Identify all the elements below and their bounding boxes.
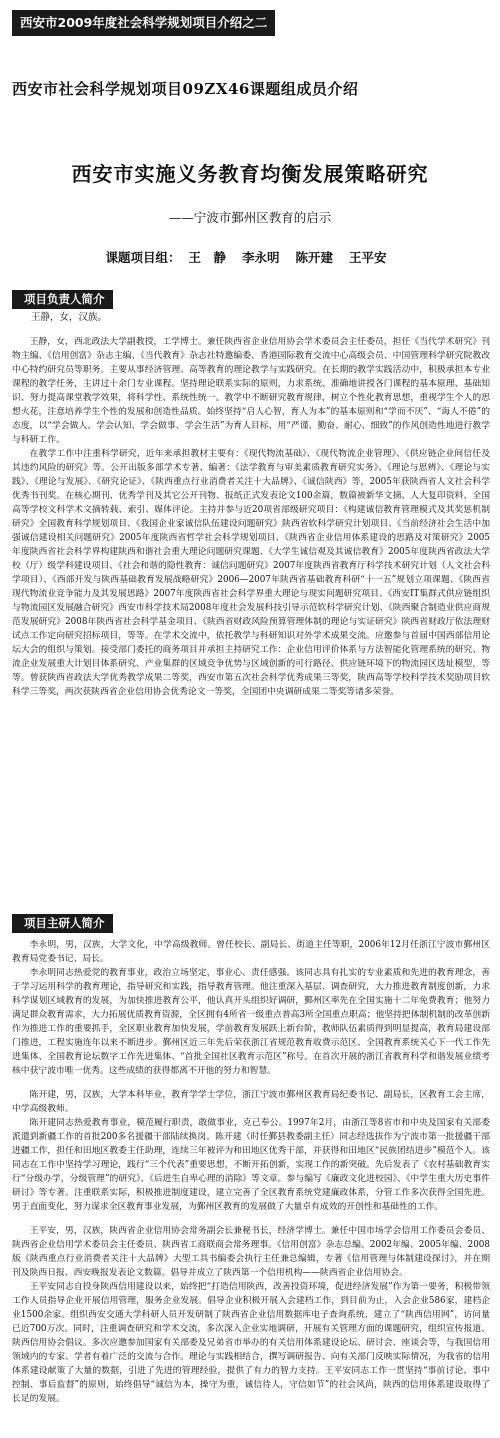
leader-paragraph-2: 在教学工作中注重科学研究，近年来承担教材主要有：《现代物流基础》、《现代物流企业管理》、《供应链企业间信任及其违约风险的研究》等。公开出版多部学术专著、编著：《法学教育与审美素质教育研究实务》、《理论与思辨》、《理论与实践》、《理论与发展》、《研究论证》、《陕西重点行业消费者关注十大品牌》、《诚信陕西》等，2005年获陕西省人文社会科学优秀书刊奖。在核心期刊、优秀学刊及其它公开刊物、报纸正式发表论文100余篇，数篇被新华文摘、人大复印资料、全国高等学校文科学术文摘转载、索引、媒体评论。主持并参与近20项省部级研究项目：《构建诚信教育管理模式及其奖惩机制研究》全国教育科学规划项目、《我国企业家诚信队伍建设问题研究》陕西省软科学研究计划项目、《当前经济社会生活中加强诚信建设相关问题研究》2005年度陕西省哲学社会科学规划项目、《陕西省企业信用体系建设的思路及对策研究》2005年度陕西省社会科学界构建陕西和谐社会重大理论问题研究课题、《大学生诚信观及其诚信教育》2005年度陕西省政法大学校（厅）级学科建设项目、《社会和谐的隐性教育：诚信问题研究》2007年度陕西省教育厅科学技术研究计划（人文社会科学项目）、《西部开发与陕西基础教育发展战略研究》2006—2007年陕西省基础教育科研“十一五”规划立项课题、《陕西省现代物流业竞争能力及其发展思路》2007年度陕西省社会科学界重大理论与现实问题研究项目、《西安IT集群式供应链组织与物流园区发展融合研究》西安市科学技术局2008年度社会发展科技引导示范软科学研究计划、《陕西聚合制造业供应商规范发展研究》2008年陕西省社会科学基金项目、《陕西省财政风险预算管理体制的理论与实证研究》陕西省财政厅依法理财试点工作定向研究招标项目，等等。在学术交流中，依托教学与科研知识对外学术成果交流。应邀参与首届中国西部信用论坛大会的组织与策划。接受部门委托的商务项目并承担主持研究工作：企业信用评价体系与方法智能化管理系统的研究、物流企业发展重大计划目体系研究、产业集群的区域竞争优势与区域创新的可行路径、供应链环境下的物流园区选址模型，等等。曾获陕西省政法大学优秀教学成果二等奖，西安市第五次社会科学优秀成果三等奖，陕西高等学校科学技术奖励项目软科学三等奖，两次获陕西省企业信用协会优秀论文一等奖，全国团中央调研成果二等奖等诸多荣誉。 <box>12 449 490 697</box>
article-title: 西安市实施义务教育均衡发展策略研究 <box>71 162 429 186</box>
wang-intro: 王平安，男，汉族，陕西省企业信用协会常务副会长兼秘书长，经济学博士。兼任中国市场学会信用工作委员会委员、陕西省企业信用学术委员会主任委员、陕西省工商联商会常务理事。《信用创富》杂志总编。2002年编、2005年编、2008版《陕西重点行业消费者关注十大品牌》大型工具书编委会执行主任兼总编辑，专著《信用管理与体制建设探讨》，并在期刊及陕西日报、西安晚报发表论文数篇。倡导并成立了陕西第一个信用机构——陕西省企业信用协会。 <box>12 1226 490 1278</box>
leader-section-header: 项目负责人简介 <box>12 290 113 309</box>
member-name: 陈开建 <box>295 250 334 265</box>
li-paragraph: 李永明同志热爱党的教育事业，政治立场坚定，事业心、责任感强。该同志具有扎实的专业素质和先进的教育理念，善于学习运用科学的教育理论，指导研究和实践，指导教育管理。他注重深入基层、调查研究，大力推进教育制度创新，力求科学谋划区域教育的发展，为加快推进教育公平，他认真开头组织好调研，鄞州区率先在全国实施十二年免费教育；他努力满足群众教育需求，大力拓展优质教育资源，全区拥有4所省一级重点普高3所全国重点职高；他坚持把体制机制的改革创新作为推进工作的重要抓手，全区职业教育加快发展，学前教育发展跃上新台阶，教师队伍素质得到明显提高，教育局建设部门推进，工程实施连年以来不断进步。鄞州区近三年先后荣获浙江省规范教育收费示范区、全国教育系统关心下一代工作先进集体、全国教育论坛数字工作先进集体、“首批全国社区教育示范区”称号。在首次开展的浙江省教育科学和谐发展业绩考核中获宁波市唯一优秀。这些成绩的获得都离不开他的努力和智慧。 <box>12 968 490 1076</box>
chen-paragraph: 陈开建同志热爱教育事业，模范履行职责，敢做事业，克己奉公。1997年2月，由浙江等8省市和中央及国家有关部委派遣到新疆工作的首批200多名援疆干部陆续换岗。陈开建（时任鄞县教委副主任）同志经选拔作为宁波市第一批援疆干部进疆工作，担任和田地区教委主任助理，连续三年被评为和田地区优秀干部，并获得和田地区“民族团结进步”模范个人。该同志在工作中坚持学习理论，践行“三个代表”重要思想，不断开拓创新，实现工作的新突破。先后发表了《农村基础教育实行“分级办学，分级管理”的研究》、《后进生自卑心理的消除》等文章。参与编写《廉政文化进校园》、《中学生重大历史事件研讨》等专著。注重联系实际，积极推进制度建设，建立完善了全区教育系统党建廉政体系，分管工作多次获得全国先进。男于直面变化，努力谋求全区教育事业发展，为鄞州区教育的发展做了大量卓有成效的开创性和基础性的工作。 <box>12 1118 490 1212</box>
series-banner: 西安市2009年度社会科学规划项目介绍之二 <box>12 10 275 36</box>
project-line: 西安市社会科学规划项目09ZX46课题组成员介绍 <box>12 80 359 98</box>
leader-paragraph-1: 王静，女，西北政法大学副教授，工学博士。兼任陕西省企业信用协会学术委员会主任委员，担任《当代学术研究》刊物主编、《信用创富》杂志主编、《当代教育》杂志社特邀编委、香港国际教育交流中心高级会员、中国管理科学研究院教改中心特约研究员等职务。主要从事经济管理、高等教育的理论教学与实践研究。在长期的教学实践活动中，积极承担本专业课程的教学任务，主讲过十余门专业课程。坚持理论联系实际的原则，力求系统、准确地讲授各门课程的基本原理、基础知识、努力提高课堂教学效果，将科学性、系统性统一。教学中不断研究教育规律，树立个性化教育思想，重视学生个人的思想火花，注意培养学生个性的发展和创造性品质。始终坚持“启人心智，育人为本”的基本原则和“学而不厌”、“诲人不倦”的态度，以“学会做人、学会认知、学会做事、学会生活”为育人目标，用“严谨、勤奋、耐心、细致”的作风创造性地进行教学与科研工作。 <box>12 337 490 445</box>
wang-paragraph: 王平安同志自投身陕西信用建设以来，始终把“打造信用陕西，改善投资环境，促进经济发展”作为第一要务，积极带领工作人员指导企业开展信用管理，服务企业发展。倡导企业积极开展入会建档工作，到目前为止，入会企业586家，建档企业1500余家。组织西安交通大学科研人员开发研制了陕西省企业信用数据库电子查询系统，建立了“陕西信用网”，访问量已近700万次。同时，注重调查研究和学术交流，多次深入企业实地调研，开展有关管理方面的课题研究，组织宣传报道、陕西信用协会倡议。多次应邀参加国家有关部委及兄弟省市举办的有关信用体系建设论坛、研讨会、座谈会等，与我国信用领域内的专家、学者有着广泛的交流与合作。理论与实践相结合，撰写调研报告、向有关部门反映实际情况，为我省的信用体系建设献策了大量的数据，引进了先进的管理经验，提供了有力的智力支持。王平安同志工作一贯坚持“事前讨论、事中控制、事后监督”的原则，始终倡导“诚信为本，操守为重，诚信待人，守信如节”的社会风尚，陕西的信用体系建设取得了长足的发展。 <box>12 1282 490 1404</box>
member-name: 王 静 <box>188 250 226 265</box>
li-intro: 李永明，男，汉族，大学文化，中学高级教师。曾任校长、副局长、街道主任等职，2006年12月任浙江宁波市鄞州区教育局党委书记、局长。 <box>12 940 490 964</box>
project-members <box>0 248 500 266</box>
member-name: 李永明 <box>241 250 280 265</box>
chen-intro: 陈开建，男，汉族，大学本科毕业，教育学学士学位，浙江宁波市鄞州区教育局纪委书记、副局长，区教育工会主席，中学高级教师。 <box>12 1090 490 1114</box>
article-subtitle: ——宁波市鄞州区教育的启示 <box>168 210 332 225</box>
leader-bio <box>12 311 490 907</box>
researchers-bio <box>12 938 490 1434</box>
member-name: 王平安 <box>349 250 387 265</box>
members-label: 课题项目组： <box>105 250 181 265</box>
researchers-section-header: 项目主研人简介 <box>12 914 113 933</box>
leader-intro: 王静，女，汉族。 <box>31 312 108 323</box>
